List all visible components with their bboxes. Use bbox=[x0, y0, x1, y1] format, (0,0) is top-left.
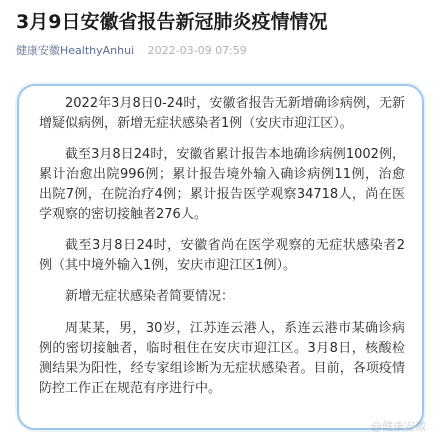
case-subheading: 新增无症状感染者简要情况： bbox=[65, 289, 235, 304]
weibo-watermark: @健康安徽 bbox=[371, 420, 426, 433]
account-name-link[interactable]: 健康安徽HealthyAnhui bbox=[16, 44, 135, 57]
notice-content bbox=[39, 94, 405, 410]
paragraph-daily-summary: 2022年3月8日0-24时，安徽省报告无新增确诊病例，无新增疑似病例，新增无症状感染者1例（安庆市迎江区）。 bbox=[39, 96, 405, 131]
publish-date: 2022-03-09 07:59 bbox=[147, 44, 247, 57]
article-meta bbox=[16, 44, 247, 58]
article-title: 3月9日安徽省报告新冠肺炎疫情情况 bbox=[16, 11, 328, 33]
paragraph-case-detail: 周某某，男，30岁，江苏连云港人，系连云港市某确诊病例的密切接触者，临时租住在安庆市迎江区。3月8日，核酸检测结果为阳性，经专家组诊断为无症状感染者。目前，各项疫情防控工作正在规范有序进行中。 bbox=[39, 321, 405, 396]
paragraph-cumulative-stats: 截至3月8日24时，安徽省累计报告本地确诊病例1002例，累计治愈出院996例；累计报告境外输入确诊病例11例，治愈出院7例，在院治疗4例；累计报告医学观察34718人，尚在医学观察的密切接触者276人。 bbox=[39, 147, 405, 222]
paragraph-asymptomatic-stats: 截至3月8日24时，安徽省尚在医学观察的无症状感染者2例（其中境外输入1例，安庆市迎江区1例）。 bbox=[39, 238, 405, 273]
notice-card bbox=[17, 84, 424, 430]
